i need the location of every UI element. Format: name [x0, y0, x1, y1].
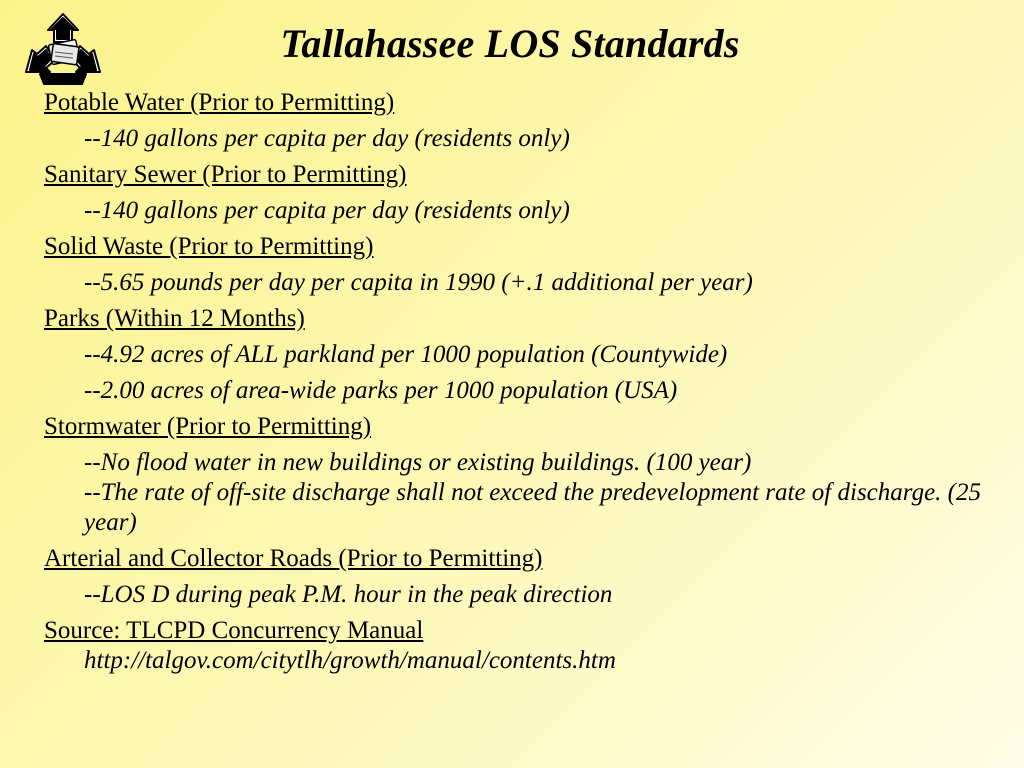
section-heading-roads: Arterial and Collector Roads (Prior to Permitting): [44, 545, 543, 572]
section-heading-potable-water: Potable Water (Prior to Permitting): [44, 89, 395, 116]
section-heading-sanitary-sewer: Sanitary Sewer (Prior to Permitting): [44, 161, 407, 188]
section-heading-stormwater: Stormwater (Prior to Permitting): [44, 413, 372, 440]
source-label: Source: TLCPD Concurrency Manual: [44, 617, 424, 644]
page-title: [0, 20, 1024, 67]
section-detail: --140 gallons per capita per day (residents only): [84, 125, 570, 152]
slide-content: [44, 88, 1004, 676]
section-heading-parks: Parks (Within 12 Months): [44, 305, 305, 332]
section-detail: --4.92 acres of ALL parkland per 1000 population (Countywide): [84, 341, 728, 368]
section-heading-solid-waste: Solid Waste (Prior to Permitting): [44, 233, 374, 260]
section-detail: --No flood water in new buildings or existing buildings. (100 year): [84, 449, 752, 476]
section-detail: --The rate of off-site discharge shall not exceed the predevelopment rate of discharge. (25 year): [84, 479, 981, 536]
section-detail: --5.65 pounds per day per capita in 1990 (+.1 additional per year): [84, 269, 753, 296]
section-detail: --LOS D during peak P.M. hour in the peak direction: [84, 581, 613, 608]
source-url: http://talgov.com/citytlh/growth/manual/contents.htm: [84, 647, 616, 674]
page-title-text: Tallahassee LOS Standards: [280, 21, 740, 66]
section-detail: --2.00 acres of area-wide parks per 1000 population (USA): [84, 377, 678, 404]
section-detail: --140 gallons per capita per day (residents only): [84, 197, 570, 224]
